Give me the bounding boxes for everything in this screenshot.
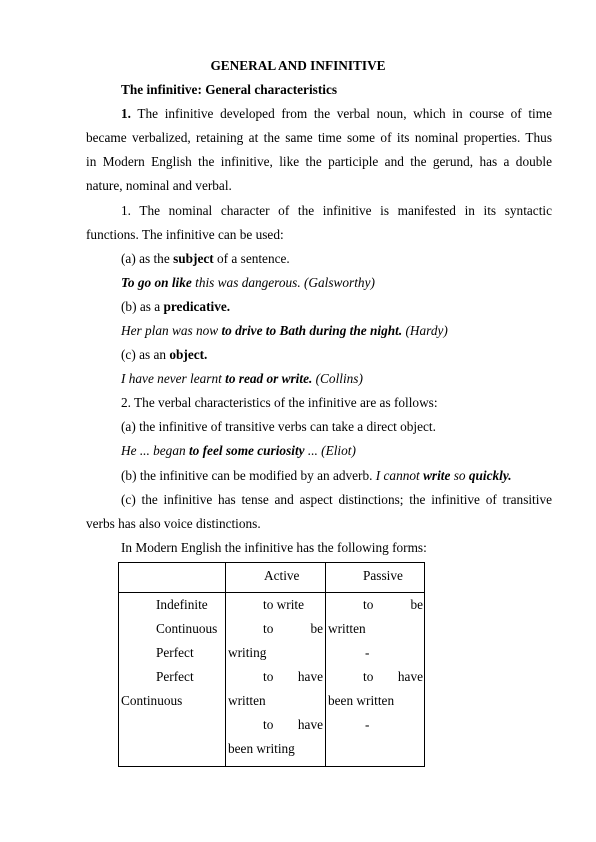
forms-intro: In Modern English the infinitive has the following forms: bbox=[121, 540, 427, 555]
paragraph-1-line-1: 1. The infinitive developed from the verbal noun, which in course of time bbox=[121, 106, 552, 121]
active-form: to have bbox=[263, 717, 323, 732]
active-form: to have bbox=[263, 669, 323, 684]
passive-form: - bbox=[365, 645, 370, 660]
table-header-active: Active bbox=[264, 568, 300, 583]
paragraph-1-line-4: nature, nominal and verbal. bbox=[86, 178, 232, 193]
active-form: writing bbox=[228, 645, 267, 660]
paragraph-3: 2. The verbal characteristics of the infinitive are as follows: bbox=[121, 395, 438, 410]
verbal-c-line-2: verbs has also voice distinctions. bbox=[86, 516, 261, 531]
infinitive-forms-table bbox=[118, 562, 425, 767]
active-form: written bbox=[228, 693, 266, 708]
active-form: to be bbox=[263, 621, 323, 636]
verbal-c-line-1: (c) the infinitive has tense and aspect distinctions; the infinitive of transitive bbox=[121, 492, 552, 507]
example-b: Her plan was now to drive to Bath during the night. (Hardy) bbox=[121, 323, 448, 338]
example-c: I have never learnt to read or write. (Collins) bbox=[121, 371, 363, 386]
table-header-divider bbox=[119, 592, 424, 593]
passive-form: to have bbox=[363, 669, 423, 684]
table-row-label: Continuous bbox=[156, 621, 218, 636]
usage-b: (b) as a predicative. bbox=[121, 299, 231, 314]
paragraph-1-line-3: in Modern English the infinitive, like the participle and the gerund, has a double bbox=[86, 154, 552, 169]
table-row-label: Continuous bbox=[121, 693, 183, 708]
verbal-a: (a) the infinitive of transitive verbs can take a direct object. bbox=[121, 419, 436, 434]
table-row-label: Perfect bbox=[156, 645, 194, 660]
passive-form: written bbox=[328, 621, 366, 636]
paragraph-1-line-2: became verbalized, retaining at the same time some of its nominal properties. Thus bbox=[86, 130, 552, 145]
example-a: To go on like this was dangerous. (Galsworthy) bbox=[121, 275, 375, 290]
verbal-b: (b) the infinitive can be modified by an adverb. I cannot write so quickly. bbox=[121, 468, 512, 483]
table-row-label: Perfect bbox=[156, 669, 194, 684]
table-header-passive: Passive bbox=[363, 568, 403, 583]
active-form: to write bbox=[263, 597, 304, 612]
example-verbal-a: He ... began to feel some curiosity ... (Eliot) bbox=[121, 443, 356, 458]
passive-form: to be bbox=[363, 597, 423, 612]
table-column-divider bbox=[325, 563, 326, 766]
usage-a: (a) as the subject of a sentence. bbox=[121, 251, 290, 266]
document-heading: GENERAL AND INFINITIVE bbox=[210, 58, 386, 73]
section-subheading: The infinitive: General characteristics bbox=[121, 82, 338, 97]
paragraph-2-line-1: 1. The nominal character of the infinitive is manifested in its syntactic bbox=[121, 203, 552, 218]
table-row-label: Indefinite bbox=[156, 597, 208, 612]
active-form: been writing bbox=[228, 741, 295, 756]
table-column-divider bbox=[225, 563, 226, 766]
usage-c: (c) as an object. bbox=[121, 347, 208, 362]
passive-form: been written bbox=[328, 693, 395, 708]
passive-form: - bbox=[365, 717, 370, 732]
paragraph-2-line-2: functions. The infinitive can be used: bbox=[86, 227, 284, 242]
